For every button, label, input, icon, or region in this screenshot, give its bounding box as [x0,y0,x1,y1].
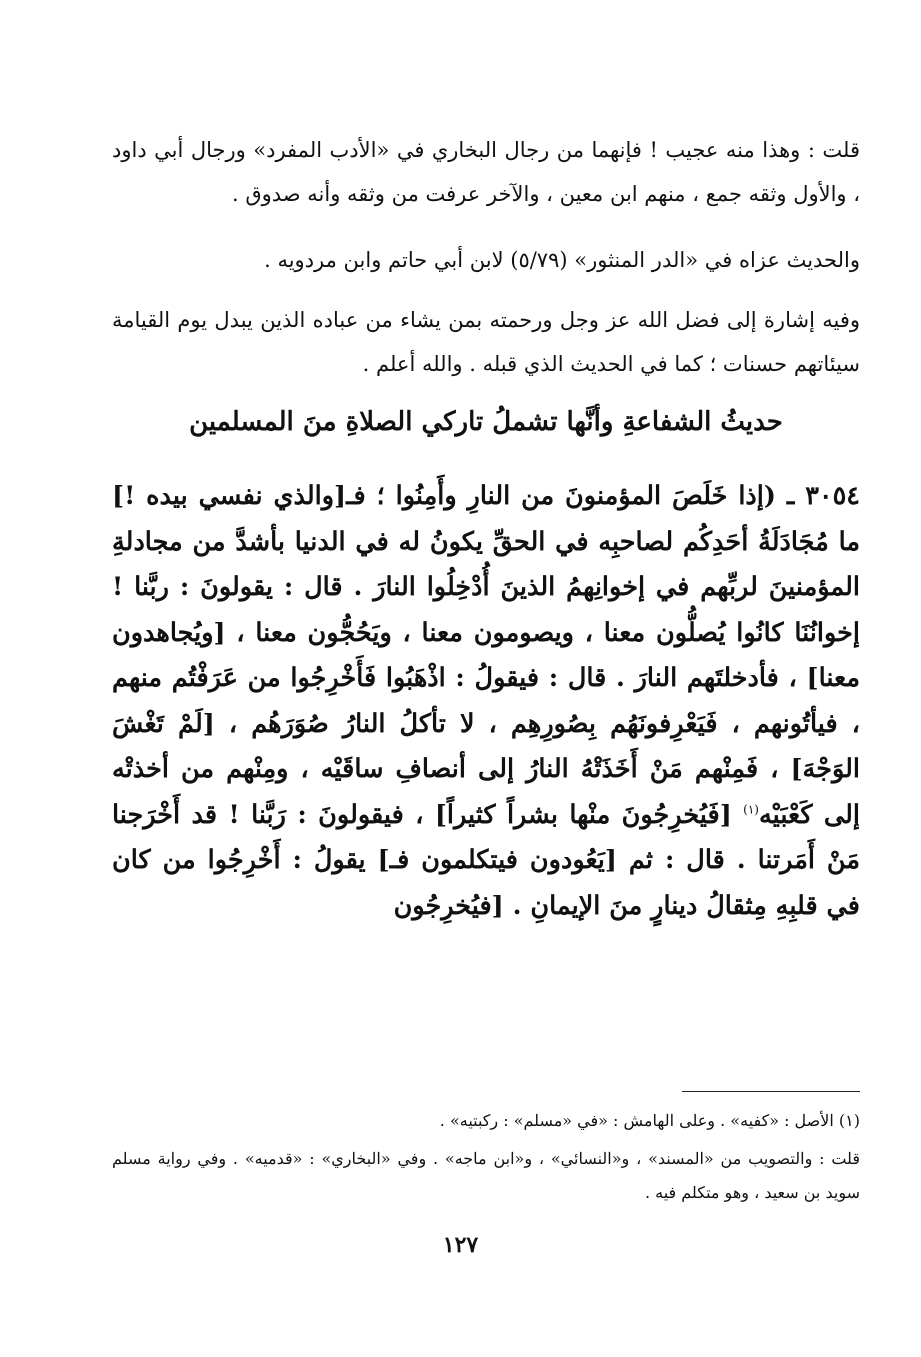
commentary-paragraph-3: وفيه إشارة إلى فضل الله عز وجل ورحمته بمن يشاء من عباده الذين يبدل يوم القيامة سيئاتهم حسنات ؛ كما في الحديث الذي قبله . والله أعلم . [112,308,860,376]
hadith-text-part-1: ٣٠٥٤ ـ (إذا خَلَصَ المؤمنونَ من النارِ وأَمِنُوا ؛ فـ[والذي نفسي بيده !] ما مُجَادَلَةُ أحَدِكُم لصاحبِه في الحقِّ يكونُ له في الدنيا بأشدَّ من مجادلةِ المؤمنينَ لربِّهم في إخوانِهمُ الذينَ أُدْخِلُوا النارَ . قال : يقولونَ : ربَّنا ! إخوانُنَا كانُوا يُصلُّون معنا ، ويصومون معنا ، ويَحُجُّون معنا ، [ويُجاهدون معنا] ، فأدخلتَهم النارَ . قال : فيقولُ : اذْهَبُوا فَأَخْرِجُوا من عَرَفْتُم منهم ، فيأتُونهم ، فَيَعْرِفونَهُم بِصُورِهِم ، لا تأكلُ النارُ صُوَرَهُم ، [لَمْ تَغْشَ الوَجْهَ] ، فَمِنْهم مَنْ أَخَذَتْهُ النارُ إلى أنصافِ ساقَيْه ، ومِنْهم من أخذتْه إلى كَعْبَيْه [112,481,860,830]
footnote-1: (١) الأصل : «كفيه» . وعلى الهامش : «في «مسلم» : ركبتيه» . [439,1111,860,1130]
section-heading: حديثُ الشفاعةِ وأنَّها تشملُ تاركي الصلاةِ منَ المسلمين [189,407,783,437]
hadith-text [112,474,860,929]
footnote-separator [682,1091,860,1092]
footnotes [112,1104,860,1210]
commentary-paragraph-1: قلت : وهذا منه عجيب ! فإنهما من رجال البخاري في «الأدب المفرد» ورجال أبي داود ، والأول وثقه جمع ، منهم ابن معين ، والآخر عرفت من وثقه وأنه صدوق . [112,138,860,206]
page-number: ١٢٧ [442,1232,479,1258]
footnote-2: قلت : والتصويب من «المسند» ، و«النسائي» ، و«ابن ماجه» . وفي «البخاري» : «قدميه» . وفي رواية مسلم سويد بن سعيد ، وهو متكلم فيه . [112,1149,861,1202]
main-text [112,128,860,929]
commentary-paragraph-2: والحديث عزاه في «الدر المنثور» (٥/٧٩) لابن أبي حاتم وابن مردويه . [264,248,860,272]
hadith-text-part-2: [فَيُخرِجُونَ منْها بشراً كثيراً] ، فيقولونَ : رَبَّنا ! قد أَخْرَجنا مَنْ أَمَرتنا . قال : ثم [يَعُودون فيتكلمون فـ] يقولُ : أَخْرِجُوا من كان في قلبِهِ مِثقالُ دينارٍ منَ الإيمانِ . [فيُخرِجُون [112,799,860,921]
footnote-marker: (١) [743,802,759,816]
